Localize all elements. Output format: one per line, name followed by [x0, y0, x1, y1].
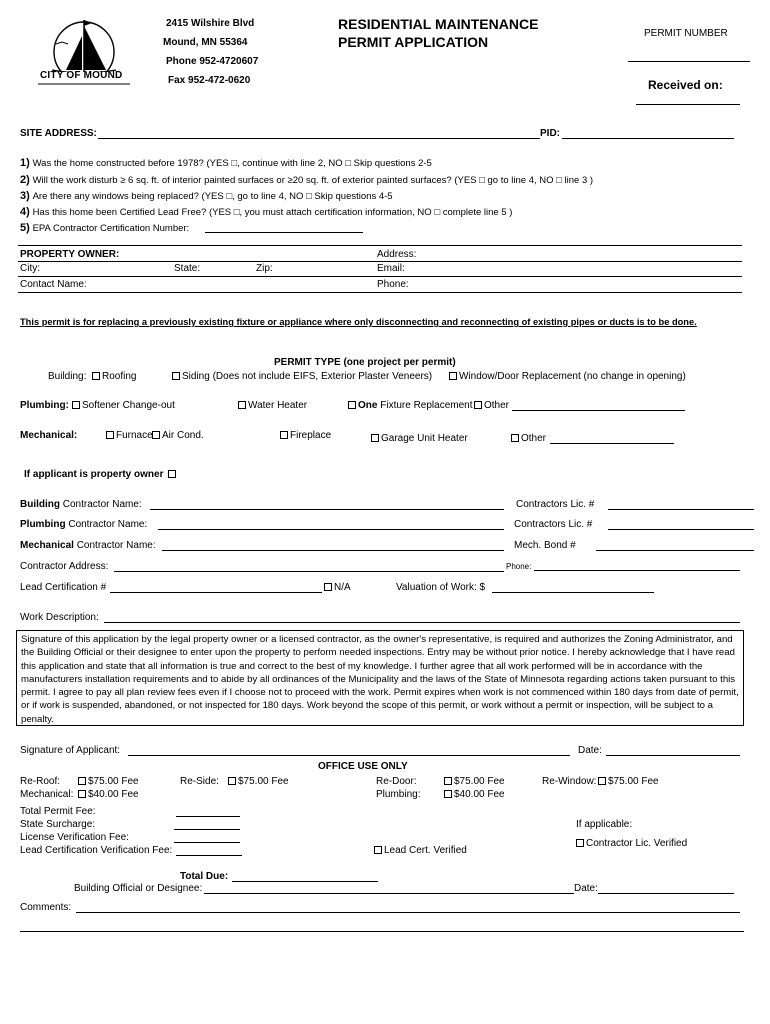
building-lic-field[interactable] — [608, 509, 754, 510]
property-owner-label: PROPERTY OWNER: — [20, 249, 120, 260]
mech-bond-label: Mech. Bond # — [514, 540, 576, 551]
lead-cert-field[interactable] — [110, 592, 322, 593]
mechanical-label: Mechanical: — [20, 430, 78, 441]
state-surcharge-field[interactable] — [174, 829, 240, 830]
redoor-fee-option[interactable]: $75.00 Fee — [442, 776, 505, 787]
plumbing-fixture-option[interactable]: One Fixture Replacement — [346, 400, 473, 411]
received-on-field[interactable] — [636, 104, 740, 105]
pid-field[interactable] — [562, 138, 734, 139]
garage-heater-checkbox[interactable] — [371, 434, 379, 442]
plumbing-fee-label: Plumbing: — [376, 789, 421, 800]
applicant-signature-label: Signature of Applicant: — [20, 745, 121, 756]
question-1: 1) Was the home constructed before 1978? (YES □, continue with line 2, NO □ Skip questions 2-5 — [20, 157, 432, 169]
work-description-field[interactable] — [104, 622, 740, 623]
building-contractor-field[interactable] — [150, 509, 504, 510]
mech-other-field[interactable] — [550, 443, 674, 444]
contractor-address-label: Contractor Address: — [20, 561, 109, 572]
question-4: 4) Has this home been Certified Lead Free? (YES □, you must attach certification information, NO □ complete line 5 ) — [20, 206, 513, 218]
furnace-checkbox[interactable] — [106, 431, 114, 439]
mech-other-option[interactable]: Other — [509, 433, 546, 444]
mech-other-checkbox[interactable] — [511, 434, 519, 442]
lead-verified-checkbox[interactable] — [374, 846, 382, 854]
state-surcharge-label: State Surcharge: — [20, 819, 96, 830]
building-official-label: Building Official or Designee: — [74, 883, 203, 894]
building-window-option[interactable]: Window/Door Replacement (no change in opening) — [447, 371, 686, 382]
contractor-verified-option[interactable]: Contractor Lic. Verified — [574, 838, 687, 849]
owner-address-label: Address: — [377, 249, 417, 260]
reroof-checkbox[interactable] — [78, 777, 86, 785]
total-due-label: Total Due: — [180, 871, 229, 882]
comments-field-2[interactable] — [20, 931, 744, 932]
plumbing-other-option[interactable]: Other — [472, 400, 509, 411]
owner-bottom-rule — [18, 292, 742, 293]
building-lic-label: Contractors Lic. # — [516, 499, 595, 510]
plumbing-other-checkbox[interactable] — [474, 401, 482, 409]
question-3: 3) Are there any windows being replaced? (YES □, go to line 4, NO □ Skip questions 4-5 — [20, 190, 393, 202]
lead-fee-field[interactable] — [176, 855, 242, 856]
owner-row-rule-1 — [18, 261, 742, 262]
site-address-label: SITE ADDRESS: — [20, 128, 97, 139]
permit-number-field[interactable] — [628, 61, 750, 62]
logo-text: CITY OF MOUND — [40, 70, 123, 81]
lead-na-option[interactable]: N/A — [322, 582, 351, 593]
received-on-label: Received on: — [648, 78, 723, 92]
official-date-field[interactable] — [598, 893, 734, 894]
form-title-line1: RESIDENTIAL MAINTENANCE — [338, 16, 539, 32]
total-permit-fee-label: Total Permit Fee: — [20, 806, 96, 817]
plumbing-contractor-field[interactable] — [158, 529, 504, 530]
mech-bond-field[interactable] — [596, 550, 754, 551]
building-official-field[interactable] — [204, 893, 574, 894]
owner-email-label: Email: — [377, 263, 405, 274]
lead-cert-label: Lead Certification # — [20, 582, 107, 593]
roofing-checkbox[interactable] — [92, 372, 100, 380]
reroof-fee-option[interactable]: $75.00 Fee — [76, 776, 139, 787]
owner-phone-label: Phone: — [377, 279, 409, 290]
window-checkbox[interactable] — [449, 372, 457, 380]
building-label: Building: — [48, 371, 87, 382]
applicant-owner-option[interactable]: If applicant is property owner — [24, 469, 178, 480]
reside-fee-option[interactable]: $75.00 Fee — [226, 776, 289, 787]
plumbing-water-heater-option[interactable]: Water Heater — [236, 400, 307, 411]
rewindow-checkbox[interactable] — [598, 777, 606, 785]
owner-city-label: City: — [20, 263, 40, 274]
rewindow-fee-option[interactable]: $75.00 Fee — [596, 776, 659, 787]
applicant-owner-checkbox[interactable] — [168, 470, 176, 478]
lead-fee-label: Lead Certification Verification Fee: — [20, 845, 173, 856]
redoor-label: Re-Door: — [376, 776, 417, 787]
plumbing-label: Plumbing: — [20, 400, 69, 411]
address-line2: Mound, MN 55364 — [163, 37, 248, 48]
comments-field-1[interactable] — [76, 912, 740, 913]
epa-number-field[interactable] — [205, 232, 363, 233]
comments-label: Comments: — [20, 902, 72, 913]
plumbing-fee-checkbox[interactable] — [444, 790, 452, 798]
mech-aircond-option[interactable]: Air Cond. — [150, 430, 204, 441]
mechanical-fee-option[interactable]: $40.00 Fee — [76, 789, 139, 800]
question-2: 2) Will the work disturb ≥ 6 sq. ft. of interior painted surfaces or ≥20 sq. ft. of exterior painted surfaces? (YES □ go to line 4, NO □ line 3 ) — [20, 174, 594, 186]
owner-zip-label: Zip: — [256, 263, 273, 274]
mechanical-fee-checkbox[interactable] — [78, 790, 86, 798]
total-permit-fee-field[interactable] — [176, 816, 240, 817]
contractor-verified-checkbox[interactable] — [576, 839, 584, 847]
mechanical-contractor-field[interactable] — [162, 550, 504, 551]
total-due-field[interactable] — [232, 881, 378, 882]
applicant-date-label: Date: — [578, 745, 602, 756]
reside-checkbox[interactable] — [228, 777, 236, 785]
fax-number: Fax 952-472-0620 — [168, 75, 251, 86]
permit-type-heading: PERMIT TYPE (one project per permit) — [274, 357, 456, 368]
work-description-label: Work Description: — [20, 612, 99, 623]
plumbing-softener-option[interactable]: Softener Change-out — [70, 400, 175, 411]
official-date-label: Date: — [574, 883, 598, 894]
fireplace-checkbox[interactable] — [280, 431, 288, 439]
applicant-signature-field[interactable] — [128, 755, 570, 756]
contractor-address-field[interactable] — [114, 571, 504, 572]
mechanical-fee-label: Mechanical: — [20, 789, 74, 800]
mech-garage-option[interactable]: Garage Unit Heater — [369, 433, 468, 444]
pid-label: PID: — [540, 128, 560, 139]
redoor-checkbox[interactable] — [444, 777, 452, 785]
owner-top-rule — [18, 245, 742, 246]
permit-number-label: PERMIT NUMBER — [644, 28, 728, 39]
owner-contact-label: Contact Name: — [20, 279, 87, 290]
applicant-date-field[interactable] — [606, 755, 740, 756]
question-5: 5) EPA Contractor Certification Number: — [20, 222, 190, 234]
building-siding-option[interactable]: Siding (Does not include EIFS, Exterior Plaster Veneers) — [170, 371, 432, 382]
reroof-label: Re-Roof: — [20, 776, 61, 787]
valuation-label: Valuation of Work: $ — [396, 582, 486, 593]
fixture-checkbox[interactable] — [348, 401, 356, 409]
reside-label: Re-Side: — [180, 776, 219, 787]
plumbing-other-field[interactable] — [512, 410, 685, 411]
license-fee-label: License Verification Fee: — [20, 832, 129, 843]
if-applicable-label: If applicable: — [576, 819, 633, 830]
contractor-phone-field[interactable] — [534, 570, 740, 571]
permit-scope-notice: This permit is for replacing a previously existing fixture or appliance where only disconnecting and reconnecting of existing pipes or ducts is to be done. — [20, 317, 697, 327]
rewindow-label: Re-Window: — [542, 776, 597, 787]
contractor-phone-label: Phone: — [506, 562, 532, 571]
plumbing-lic-label: Contractors Lic. # — [514, 519, 593, 530]
plumbing-lic-field[interactable] — [608, 529, 754, 530]
office-use-heading: OFFICE USE ONLY — [318, 761, 408, 772]
building-contractor-label: Building Contractor Name: — [20, 499, 142, 510]
softener-checkbox[interactable] — [72, 401, 80, 409]
plumbing-contractor-label: Plumbing Contractor Name: — [20, 519, 148, 530]
plumbing-fee-option[interactable]: $40.00 Fee — [442, 789, 505, 800]
mechanical-contractor-label: Mechanical Contractor Name: — [20, 540, 156, 551]
mech-fireplace-option[interactable]: Fireplace — [278, 430, 331, 441]
lead-na-checkbox[interactable] — [324, 583, 332, 591]
address-line1: 2415 Wilshire Blvd — [166, 18, 255, 29]
owner-state-label: State: — [174, 263, 201, 274]
aircond-checkbox[interactable] — [152, 431, 160, 439]
owner-row-rule-2 — [18, 276, 742, 277]
mech-furnace-option[interactable]: Furnace — [104, 430, 153, 441]
signature-statement: Signature of this application by the legal property owner or a licensed contractor, as the owner's representative, is required and authorizes the Zoning Administrator, and the Building Official or their designee to enter upon the property to perform needed inspections. Entry may be without prior notice. I hereby acknowledge that I have read this application and state that all information is true and correct to the best of my knowledge. I further agree that all work performed will be in accordance with the manufacturers installation requirements and to abide by all ordinances of the Municipality and the laws of the State of Minnesota regarding actions taken pursuant to this permit. I agree to pay all plan review fees even if I choose not to proceed with the work. Permit expires when work is not commenced within 180 days from date of permit, or if work is suspended, abandoned, or not inspected for 180 days. Work beyond the scope of this permit, or work without a permit or inspection, will be subject to a penalty. — [16, 630, 744, 726]
form-title-line2: PERMIT APPLICATION — [338, 34, 489, 50]
building-roofing-option[interactable]: Roofing — [90, 371, 136, 382]
valuation-field[interactable] — [492, 592, 654, 593]
site-address-field[interactable] — [98, 138, 540, 139]
license-fee-field[interactable] — [174, 842, 240, 843]
phone-number: Phone 952-4720607 — [166, 56, 259, 67]
siding-checkbox[interactable] — [172, 372, 180, 380]
lead-verified-option[interactable]: Lead Cert. Verified — [372, 845, 467, 856]
water-heater-checkbox[interactable] — [238, 401, 246, 409]
